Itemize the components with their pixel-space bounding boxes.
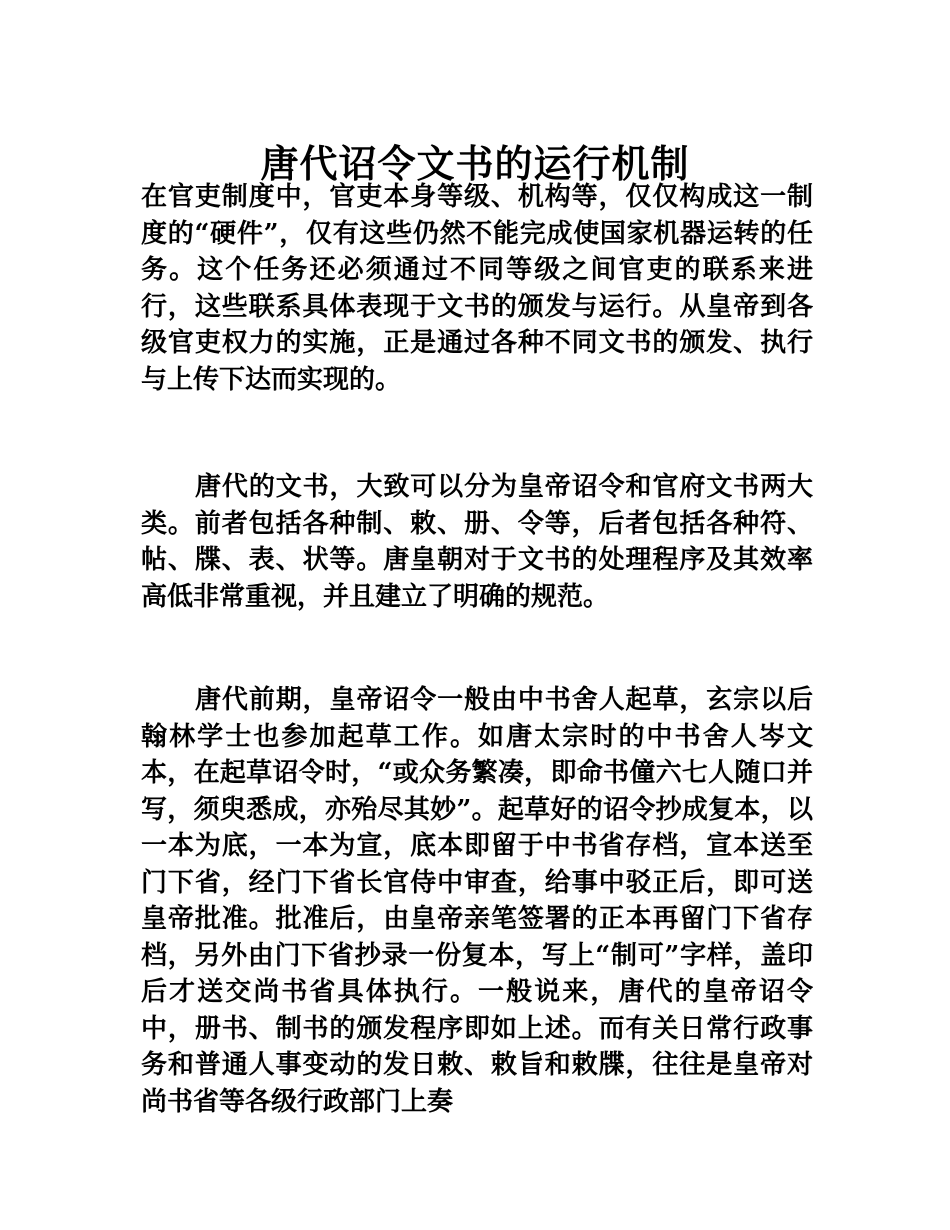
paragraph-1: 在官吏制度中，官吏本身等级、机构等，仅仅构成这一制度的“硬件”，仅有这些仍然不能完成使国家机器运转的任务。这个任务还必须通过不同等级之间官吏的联系来进行，这些联系具体表现于文书的颁发与运行。从皇帝到各级官吏权力的实施，正是通过各种不同文书的颁发、执行与上传下达而实现的。 [141, 182, 813, 395]
paragraph-2: 唐代的文书，大致可以分为皇帝诏令和官府文书两大类。前者包括各种制、敕、册、令等，后者包括各种符、帖、牒、表、状等。唐皇朝对于文书的处理程序及其效率高低非常重视，并且建立了明确的规范。 [141, 472, 813, 612]
document-title: 唐代诏令文书的运行机制 [260, 141, 690, 187]
paragraph-3: 唐代前期，皇帝诏令一般由中书舍人起草，玄宗以后翰林学士也参加起草工作。如唐太宗时的中书舍人岑文本，在起草诏令时，“或众务繁凑，即命书僮六七人随口并写，须臾悉成，亦殆尽其妙”。起草好的诏令抄成复本，以一本为底，一本为宣，底本即留于中书省存档，宣本送至门下省，经门下省长官侍中审查，给事中驳正后，即可送皇帝批准。批准后，由皇帝亲笔签署的正本再留门下省存档，另外由门下省抄录一份复本，写上“制可”字样，盖印后才送交尚书省具体执行。一般说来，唐代的皇帝诏令中，册书、制书的颁发程序即如上述。而有关日常行政事务和普通人事变动的发日敕、敕旨和敕牒，往往是皇帝对尚书省等各级行政部门上奏 [141, 685, 813, 1117]
